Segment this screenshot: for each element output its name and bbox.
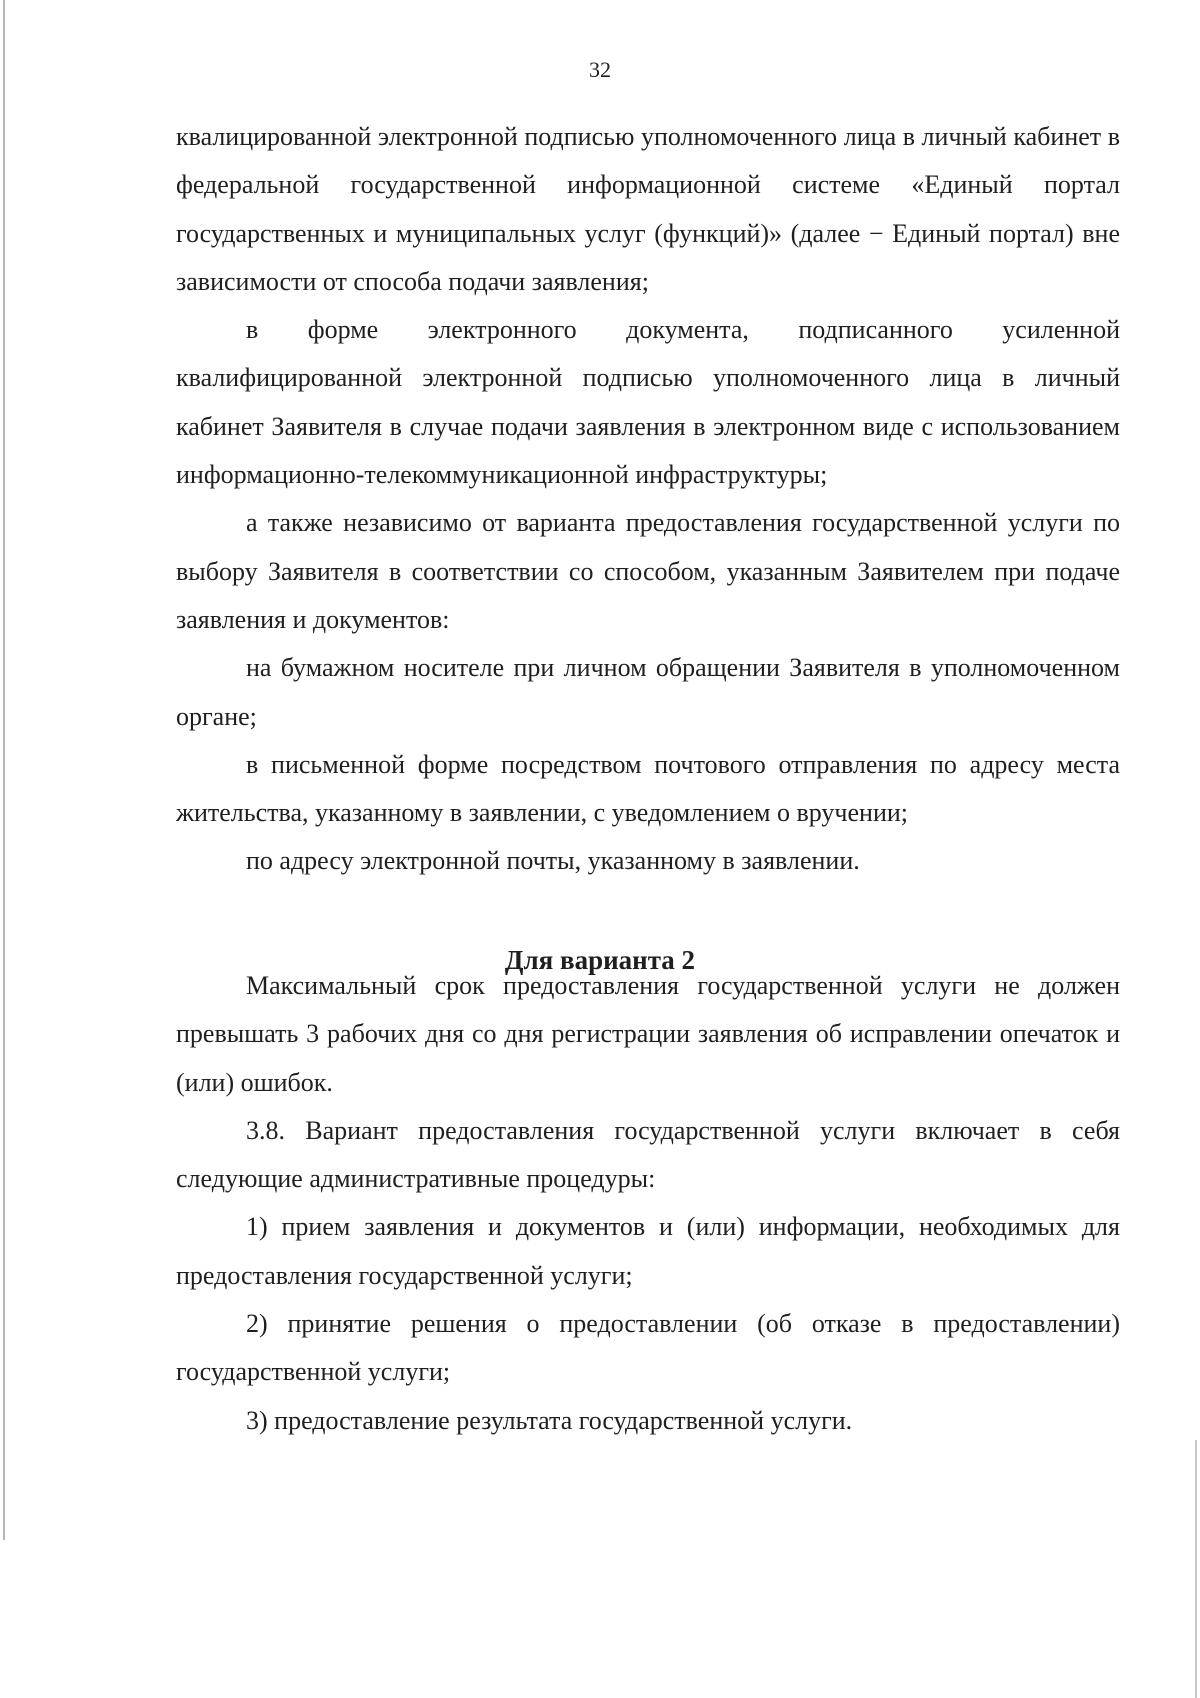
paragraph: в форме электронного документа, подписанного усиленной квалифицированной электронной подписью уполномоченного лица в личный кабинет Заявителя в случае подачи заявления в электронном виде с использованием информационно-телекоммуникационной инфраструктуры;: [176, 315, 1120, 490]
body-text-block-2: [176, 962, 1120, 1445]
paragraph: по адресу электронной почты, указанному в заявлении.: [246, 846, 860, 876]
paragraph: в письменной форме посредством почтового отправления по адресу места жительства, указанному в заявлении, с уведомлением о вручении;: [176, 749, 1120, 828]
paragraph: 1) прием заявления и документов и (или) информации, необходимых для предоставления государственной услуги;: [176, 1212, 1120, 1290]
paragraph: 3) предоставление результата государственной услуги.: [246, 1405, 853, 1435]
paragraph: на бумажном носителе при личном обращении Заявителя в уполномоченном органе;: [176, 653, 1120, 731]
scan-edge-right: [1195, 1440, 1197, 1698]
paragraph: 2) принятие решения о предоставлении (об отказе в предоставлении) государственной услуги;: [176, 1309, 1120, 1387]
paragraph: а также независимо от варианта предоставления государственной услуги по выбору Заявителя в соответствии со способом, указанным Заявителем при подаче заявления и документов:: [176, 508, 1120, 634]
scan-edge-left: [3, 0, 5, 1540]
page-number: 32: [589, 57, 611, 82]
paragraph: Максимальный срок предоставления государственной услуги не должен превышать 3 рабочих дня со дня регистрации заявления об исправлении опечаток и (или) ошибок.: [176, 971, 1120, 1097]
section-heading: Для варианта 2: [504, 945, 696, 975]
body-text-block-1: [176, 113, 1120, 886]
paragraph: квалицированной электронной подписью уполномоченного лица в личный кабинет в федеральной государственной информационной системе «Единый портал государственных и муниципальных услуг (функций)» (далее − Единый портал) вне зависимости от способа подачи заявления;: [176, 122, 1120, 296]
paragraph: 3.8. Вариант предоставления государственной услуги включает в себя следующие административные процедуры:: [176, 1115, 1120, 1194]
